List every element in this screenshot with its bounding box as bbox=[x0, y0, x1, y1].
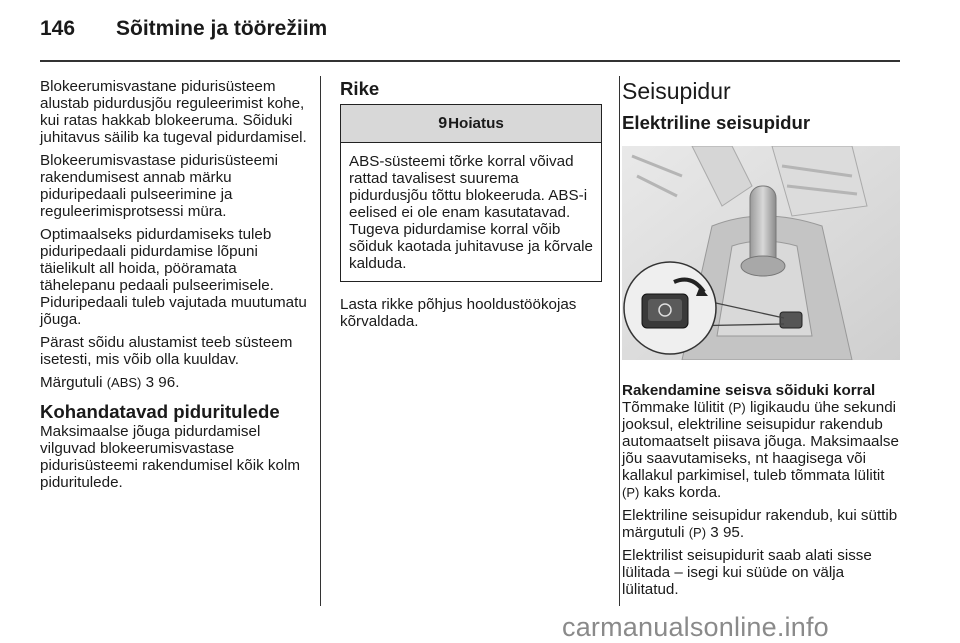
subsection-heading: Elektriline seisupidur bbox=[622, 112, 811, 133]
indicator-paragraph: Märgutuli (ABS) 3 96. bbox=[40, 374, 180, 391]
reference-arrow-icon: 3 bbox=[145, 374, 155, 391]
column-3 bbox=[622, 78, 904, 604]
column-divider-1 bbox=[320, 76, 321, 606]
section-heading: Seisupidur bbox=[622, 78, 731, 104]
section-heading: Kohandatavad piduritulede bbox=[40, 401, 280, 422]
paragraph: Pärast sõidu alustamist teeb süsteem isetesti, mis võib olla kuuldav. bbox=[40, 334, 293, 368]
column-2 bbox=[340, 78, 602, 336]
paragraph: Elektriline seisupidur rakendub, kui süttib märgutuli (P) 3 95. bbox=[622, 507, 898, 541]
header-rule bbox=[40, 60, 900, 62]
parking-brake-symbol-icon: (P) bbox=[622, 485, 640, 500]
paragraph: Blokeerumisvastane pidurisüsteem alustab pidurdusjõu reguleerimist kohe, kui ratas hakkab blokeeruma. Sõiduki juhitavus säilib ka tugeval pidurdamisel. bbox=[40, 78, 307, 146]
warning-header bbox=[341, 105, 601, 143]
small-heading: Rakendamine seisva sõiduki korral bbox=[622, 382, 876, 399]
reference-arrow-icon: 3 bbox=[710, 524, 719, 541]
parking-brake-illustration bbox=[622, 146, 900, 360]
page-reference-link[interactable]: 95. bbox=[722, 524, 745, 541]
paragraph: Blokeerumisvastase pidurisüsteemi rakendumisest annab märku piduripedaali pulseerimine ja reguleerimisprotsessi müra. bbox=[40, 152, 279, 220]
paragraph: Elektrilist seisupidurit saab alati sisse lülitada – isegi kui süüde on välja lülitatud. bbox=[622, 547, 872, 598]
warning-title: Hoiatus bbox=[448, 115, 504, 132]
column-1 bbox=[40, 78, 308, 497]
parking-brake-symbol-icon: (P) bbox=[688, 525, 707, 540]
column-divider-2 bbox=[619, 76, 620, 606]
warning-box bbox=[340, 104, 602, 282]
parking-brake-symbol-icon: (P) bbox=[728, 400, 746, 415]
paragraph: Lasta rikke põhjus hooldustöökojas kõrvaldada. bbox=[340, 296, 577, 330]
page-header bbox=[40, 17, 900, 41]
paragraph: Maksimaalse jõuga pidurdamisel vilguvad blokeerumisvastase pidurisüsteemi rakendumisel kõik kolm piduritulede. bbox=[40, 423, 300, 491]
watermark: carmanualsonline.info bbox=[562, 612, 829, 642]
abs-symbol-icon: (ABS) bbox=[106, 375, 142, 390]
warning-text: ABS-süsteemi tõrke korral võivad rattad tavalisest suurema pidurdusjõu tõttu blokeeruda. ABS-i eelised ei ole enam kasutatavad. Tugeva pidurdamise korral võib sõiduk kaotada juhitavuse ja kõrvale kalduda. bbox=[349, 153, 593, 272]
page-title: Sõitmine ja töörežiim bbox=[116, 17, 328, 40]
paragraph: Tõmmake lülitit (P) ligikaudu ühe sekundi jooksul, elektriline seisupidur rakendub automaatselt piisava jõuga. Maksimaalse jõu saavutamiseks, nt haagisega või kallakul parkimisel, tuleb tõmmata lülitit (P) kaks korda. bbox=[622, 399, 899, 501]
page-number: 146 bbox=[40, 17, 76, 40]
section-heading: Rike bbox=[340, 78, 380, 99]
paragraph: Optimaalseks pidurdamiseks tuleb piduripedaali pidurdamise lõpuni täielikult all hoida, pööramata tähelepanu pedaali pulseerimisele. Piduripedaali tuleb vajutada muutumatu jõuga. bbox=[40, 226, 307, 328]
warning-triangle-icon: 9 bbox=[438, 115, 448, 132]
page-reference-link[interactable]: 96. bbox=[158, 374, 180, 391]
